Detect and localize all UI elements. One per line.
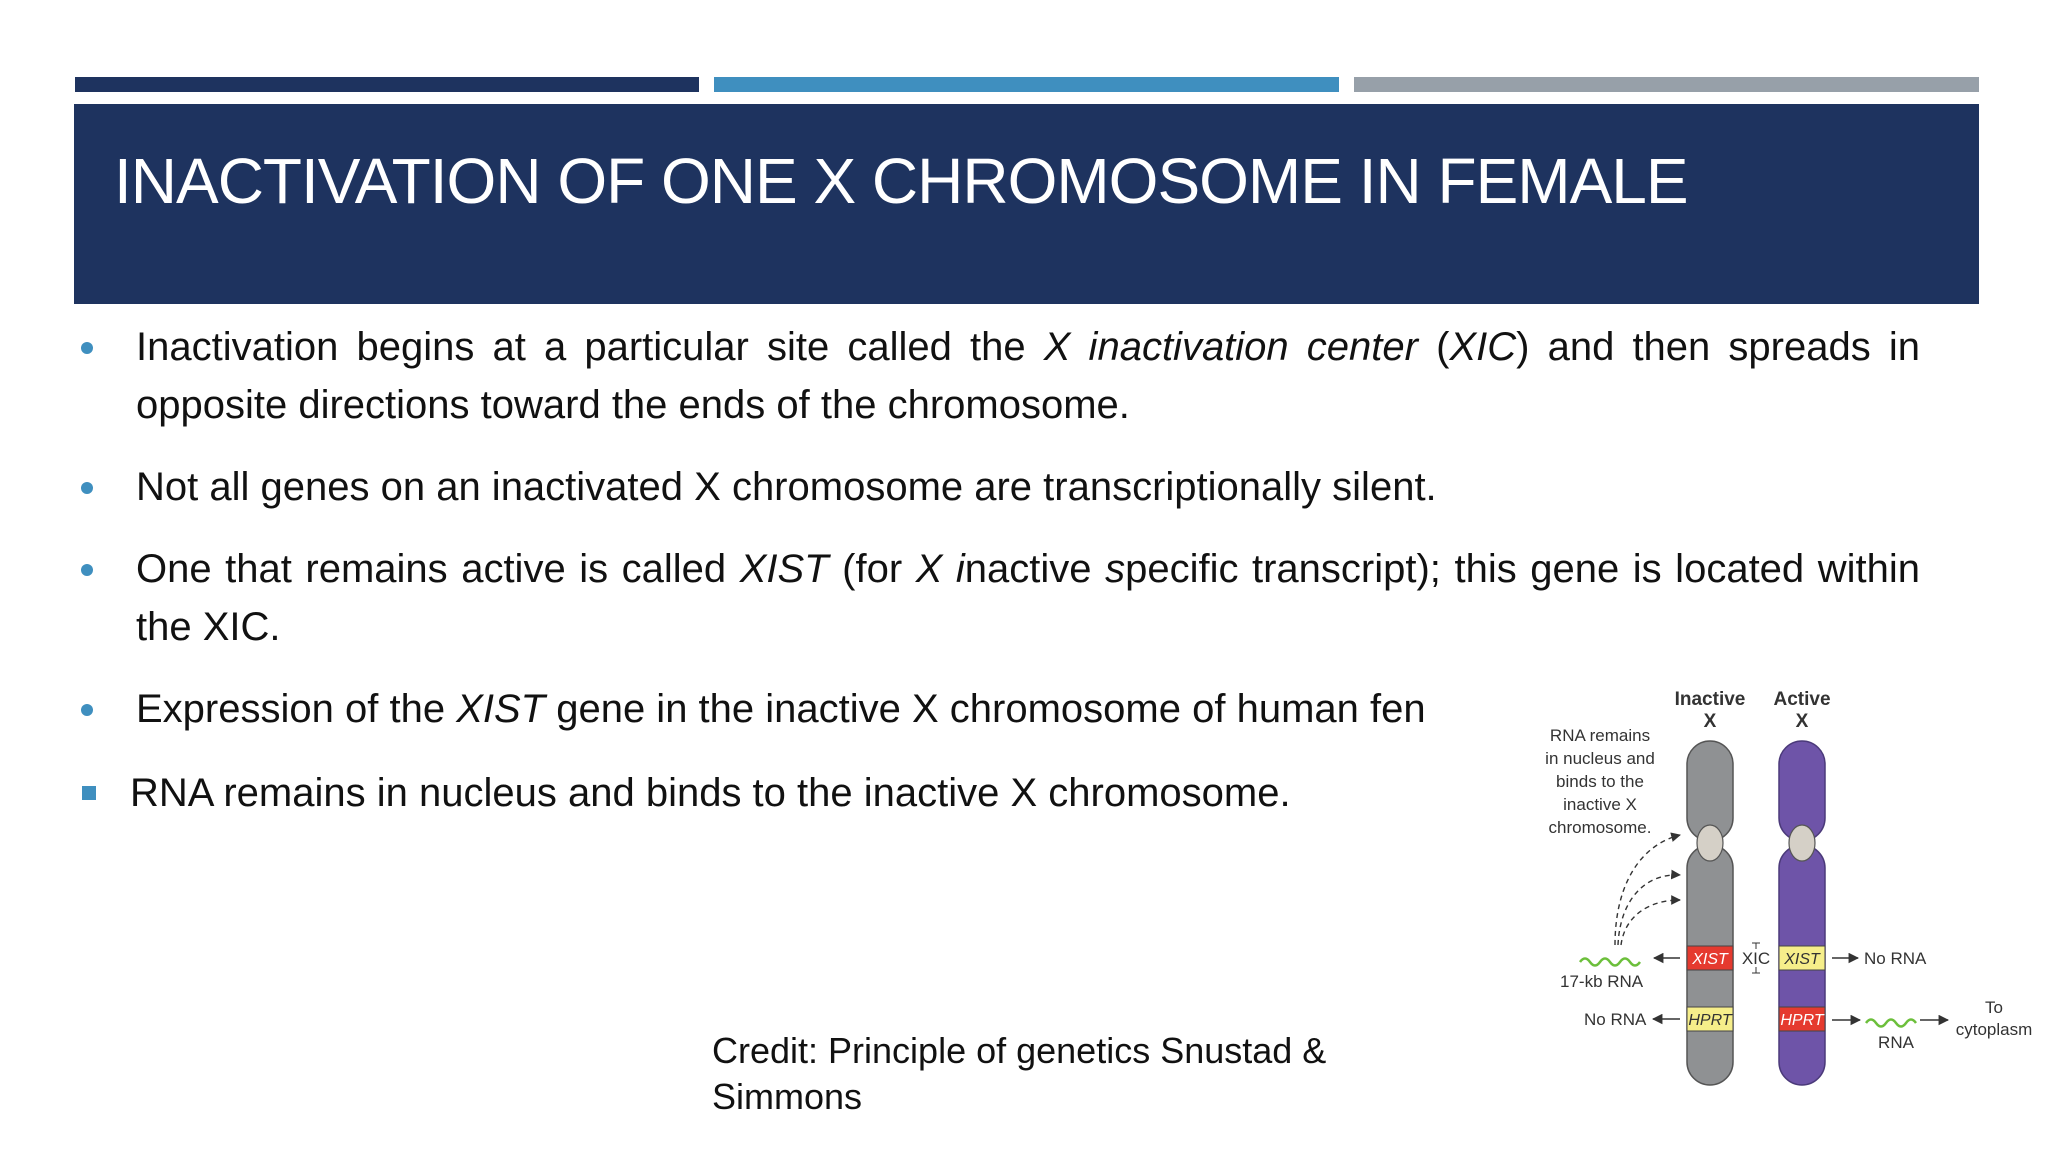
accent-bar-blue [714,77,1339,92]
inactive-x-label: X [1703,711,1717,732]
bullet-text: Not all genes on an inactivated X chromosome are transcriptionally silent. [136,465,1437,509]
active-x-label: X [1795,711,1809,732]
inactive-xist-label: XIST [1692,951,1728,968]
bullet-text: One that remains active is called XIST (for X inactive specific transcript); this gene is located within the XIC. [136,547,1920,649]
rna-note [1545,726,1655,837]
note-line-4: inactive X [1563,795,1637,814]
inactive-label: Inactive [1674,689,1746,710]
inactive-x-chromosome [1687,741,1733,1085]
inactive-hprt-label: HPRT [1688,1012,1732,1029]
bullet-text: RNA remains in nucleus and binds to the inactive X chromosome. [130,771,1291,815]
note-line-3: binds to the [1556,772,1644,791]
note-line-1: RNA remains [1549,726,1651,745]
accent-bar-gray [1354,77,1979,92]
rna-squiggle-icon [1580,959,1640,966]
bullet-square-icon [82,786,96,800]
hprt-rna-squiggle-icon [1866,1020,1916,1027]
title-banner [74,104,1979,304]
xic-bracket [1742,943,1770,973]
bullet-dot-icon [81,482,93,494]
rna-17kb-label: 17-kb RNA [1560,972,1644,991]
note-line-2: in nucleus and [1545,749,1655,768]
bullet-item [78,540,1918,656]
xist-diagram [1520,675,2040,1095]
credit-line-2: Simmons [712,1076,863,1117]
binding-arrows [1615,835,1680,945]
bullet-item [78,318,1918,434]
active-x-chromosome [1779,741,1825,1085]
no-rna-inactive-label: No RNA [1584,1010,1647,1029]
xist-figure [1520,675,2040,1095]
cytoplasm-label: cytoplasm [1955,1020,2033,1039]
credit-note [712,1028,1412,1120]
active-xist-label: XIST [1784,951,1820,968]
bullet-text: Inactivation begins at a particular site called the X inactivation center (XIC) and then spreads in opposite directions toward the ends of the chromosome. [136,325,1920,427]
no-rna-active-label: No RNA [1864,949,1927,968]
bullet-dot-icon [81,342,93,354]
bullet-text: Expression of the XIST gene in the inactive X chromosome of human fen [136,687,1426,731]
rna-label: RNA [1878,1033,1914,1052]
to-label: To [1985,998,2003,1017]
xic-label: XIC [1741,949,1771,968]
credit-line-1: Credit: Principle of genetics Snustad & [712,1030,1327,1071]
slide-title: INACTIVATION OF ONE X CHROMOSOME IN FEMALE [114,145,1688,217]
note-line-5: chromosome. [1548,818,1652,837]
bullet-item [78,458,1918,516]
bullet-dot-icon [81,564,93,576]
active-label: Active [1773,689,1831,710]
accent-bar-navy [75,77,699,92]
bullet-dot-icon [81,704,93,716]
active-hprt-label: HPRT [1780,1012,1824,1029]
